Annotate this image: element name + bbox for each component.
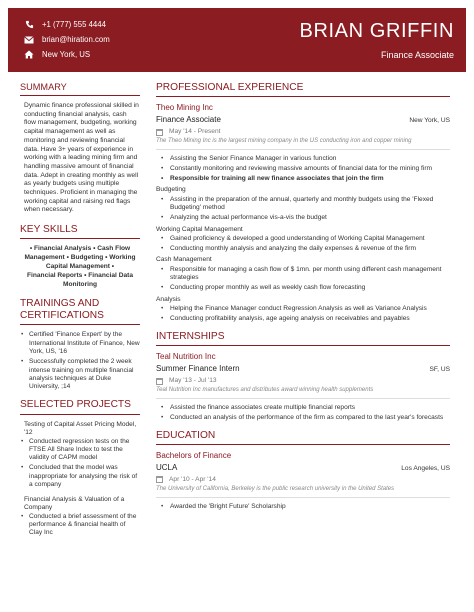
date-row (156, 476, 450, 484)
project-bullet: • Conducted regression tests on the FTSE All Share Index to test the validity of CAPM model (20, 438, 140, 463)
position-title: Summer Finance Intern (156, 364, 240, 374)
project-item (20, 421, 140, 490)
contact-block (24, 17, 110, 62)
job-bullets (156, 155, 450, 183)
job-bullet: • Constantly monitoring and reviewing massive amounts of financial data for the mining firm (156, 165, 450, 173)
education-bullets (156, 503, 450, 511)
subsection-title: Cash Management (156, 256, 212, 264)
contact-location (24, 47, 110, 62)
training-item: • Certified 'Finance Expert' by the International Institute of Finance, New York, US, '16 (20, 331, 140, 356)
job-location: SF, US (429, 366, 450, 374)
left-column (20, 82, 140, 544)
contact-phone (24, 17, 110, 32)
subsection-title: Working Capital Management (156, 225, 243, 233)
project-title: Financial Analysis & Valuation of a Company (24, 495, 125, 512)
date-row (156, 377, 450, 385)
education-heading: EDUCATION (156, 430, 450, 445)
company-name: Teal Nutrition Inc (156, 352, 216, 362)
training-item: • Successfully completed the 2 week intense training on multiple financial analysis techniques at Duke University, ;14 (20, 358, 140, 392)
school-name: UCLA (156, 463, 178, 473)
subsection-title: Budgeting (156, 186, 186, 194)
job-bullets (156, 404, 450, 422)
job-dates: May '13 - Jul '13 (169, 376, 217, 384)
job-location: New York, US (409, 117, 450, 125)
projects-heading: SELECTED PROJECTS (20, 399, 140, 414)
location-text: New York, US (42, 49, 91, 59)
job-bullet: • Conducting proper monthly as well as weekly cash flow forecasting (156, 284, 450, 292)
job-bullet: • Analyzing the actual performance vis-a-vis the budget (156, 214, 450, 222)
job-bullets (156, 235, 450, 253)
job-bullet: • Assisting in the preparation of the annual, quarterly and monthly budgets using the 'Flexed Budgeting' method (156, 196, 450, 213)
skills-heading: KEY SKILLS (20, 224, 140, 239)
calendar-icon (156, 378, 163, 385)
email-link[interactable]: brian@hiration.com (42, 34, 110, 44)
skills-line: • Financial Analysis • Cash Flow Management • Budgeting • Working Capital Management • (24, 245, 136, 271)
contact-email (24, 32, 110, 47)
job-bullet: • Responsible for training all new finance associates that join the firm (156, 175, 450, 183)
job-bullet: • Conducted an analysis of the performance of the firm as compared to the last year's forecasts (156, 414, 450, 422)
resume-header (8, 8, 466, 72)
job-bullets (156, 266, 450, 293)
school-row (156, 463, 450, 473)
project-item (20, 496, 140, 538)
job-bullet: • Assisting the Senior Finance Manager in various function (156, 155, 450, 163)
position-row (156, 364, 450, 374)
summary-heading: SUMMARY (20, 82, 140, 96)
position-title: Finance Associate (156, 115, 221, 125)
company-name: Theo Mining Inc (156, 103, 213, 113)
candidate-title: Finance Associate (380, 50, 454, 60)
candidate-name: BRIAN GRIFFIN (299, 20, 454, 42)
right-column (156, 82, 450, 513)
email-icon (24, 35, 34, 45)
company-description: The Theo Mining Inc is the largest mining company in the US conducting iron and copper mining (156, 138, 450, 150)
job-bullets (156, 305, 450, 323)
calendar-icon (156, 476, 163, 483)
job-bullet: • Helping the Finance Manager conduct Regression Analysis as well as Variance Analysis (156, 305, 450, 313)
project-title: Testing of Capital Asset Pricing Model, '12 (24, 420, 137, 437)
calendar-icon (156, 129, 163, 136)
skills-line: Financial Reports • Financial Data Monitoring (26, 272, 133, 288)
skills-list (20, 245, 140, 289)
job-dates: May '14 - Present (169, 127, 221, 135)
project-bullets (20, 513, 140, 538)
project-bullets (20, 438, 140, 490)
education-entry (156, 451, 450, 511)
job-bullet: • Gained proficiency & developed a good understanding of Working Capital Management (156, 235, 450, 243)
school-location: Los Angeles, US (401, 465, 450, 473)
job-bullets (156, 196, 450, 223)
project-bullet: • Concluded that the model was inappropriate for analysing the risk of a company (20, 464, 140, 489)
internship-entry (156, 352, 450, 422)
home-icon (24, 50, 34, 60)
experience-heading: PROFESSIONAL EXPERIENCE (156, 82, 450, 97)
trainings-heading: TRAININGS AND CERTIFICATIONS (20, 298, 140, 325)
summary-text: Dynamic finance professional skilled in conducting financial analysis, cash flow management, budgeting, working capital management as well as monitoring and reviewing financial data. Have 3+ years of experience in working with a leading mining firm and handling massive amount of financial data. Adept in creating monthly as well as yearly budgets using multiple techniques. Proficient in managing the working capital and raising red flags when necessary. (24, 102, 139, 214)
job-bullet: • Conducting monthly analysis and analyzing the daily expenses & revenue of the firm (156, 245, 450, 253)
experience-entry (156, 103, 450, 323)
phone-text: +1 (777) 555 4444 (42, 19, 106, 29)
subsection-title: Analysis (156, 295, 181, 303)
phone-icon (24, 20, 34, 30)
date-row (156, 128, 450, 136)
education-bullet: • Awarded the 'Bright Future' Scholarship (156, 503, 450, 511)
project-bullet: • Conducted a brief assessment of the performance & financial health of Clay Inc (20, 513, 140, 538)
job-bullet: • Conducting profitability analysis, age ageing analysis on receivables and payables (156, 315, 450, 323)
job-bullet: • Assisted the finance associates create multiple financial reports (156, 404, 450, 412)
company-description: Teal Nutrition Inc manufactures and distributes award winning health supplements (156, 387, 450, 399)
position-row (156, 115, 450, 125)
trainings-list (20, 331, 140, 392)
education-dates: Apr '10 - Apr '14 (169, 475, 216, 483)
school-description: The University of California, Berkeley is the public research university in the United States (156, 486, 450, 498)
internships-heading: INTERNSHIPS (156, 331, 450, 346)
job-bullet: • Responsible for managing a cash flow of $ 1mn. per month using different cash management strategies (156, 266, 450, 283)
degree-name: Bachelors of Finance (156, 451, 232, 461)
